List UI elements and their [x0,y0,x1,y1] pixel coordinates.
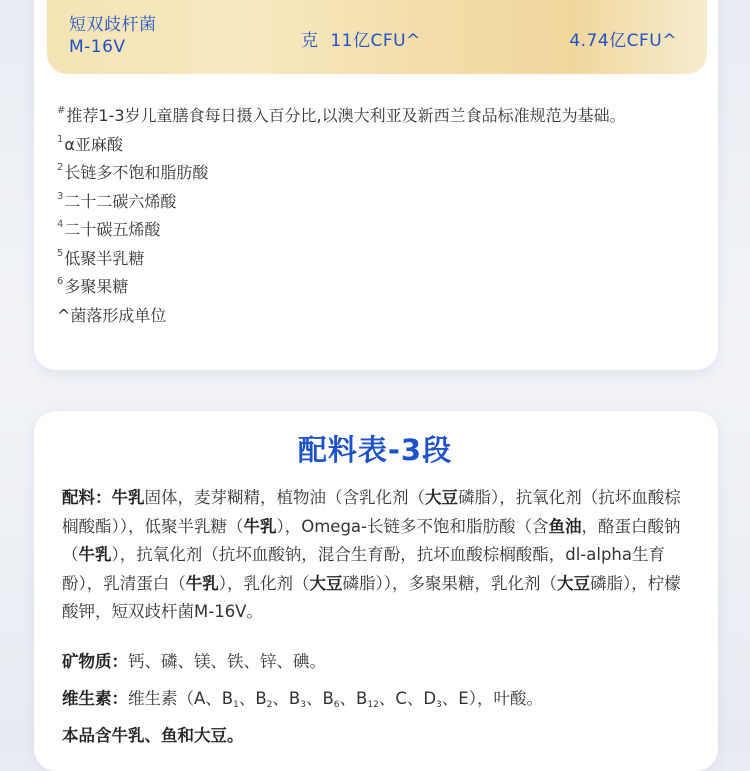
probiotic-value: 4.74亿CFU^ [569,31,677,51]
vitamin-run: 、B [305,689,334,708]
vitamin-subscript: 3 [436,700,442,710]
vitamin-subscript: 6 [333,700,340,710]
allergen-text: 本品含牛乳、鱼和大豆。 [62,726,244,745]
vitamin-subscript: 2 [266,700,273,710]
vitamin-run: 、B [272,689,301,708]
allergen-term: 大豆 [557,573,590,593]
allergen-term: 牛乳 [185,573,219,593]
ingredient-title: 配料表-3段 [297,433,453,467]
ingredient-run: 磷脂），柠檬酸钾，短双歧杆菌M-16V。 [62,573,681,622]
ingredient-run: 磷脂）），多聚果糖，乳化剂（ [342,573,557,593]
footnote: 2 长链多不饱和脂肪酸 [57,162,209,182]
footnote: ^菌落形成单位 [57,305,167,325]
vitamin-run: 、B [339,689,368,708]
allergen-term: 鱼油 [548,516,582,536]
vitamin-subscript: 12 [367,700,379,710]
footnote: 3 二十二碳六烯酸 [57,190,177,211]
vitamin-subscript: 3 [300,700,306,710]
vitamin-run: 、B [238,689,267,708]
probiotic-name: 短双歧杆菌 M-16V [69,15,157,57]
minerals-text: 钙、磷、镁、铁、锌、碘。 [128,652,326,671]
ingredient-run: ），Omega-长链多不饱和脂肪酸（含 [276,516,549,536]
ingredient-run: 固体，麦芽糊精，植物油（含乳化剂（ [144,488,425,507]
vitamin-run: 、C、D [378,689,437,708]
footnotes [57,102,707,330]
vitamins-line [62,685,543,710]
allergen-term: 牛乳 [78,545,112,565]
ingredient-run: 磷脂），抗氧化剂（抗坏血酸棕榈酸酯）），低聚半乳糖（ [62,488,681,536]
footnote: 4 二十碳五烯酸 [57,219,161,239]
footnote: # 推荐1-3岁儿童膳食每日摄入百分比,以澳大利亚及新西兰食品标准规范为基础。 [57,105,626,125]
vitamins-text [233,689,543,708]
footnote: 5 低聚半乳糖 [57,247,145,268]
minerals-line [62,648,326,672]
vitamins-prefix: 维生素（A、B [128,689,234,708]
ingredients-text [62,488,681,621]
allergen-term: 大豆 [309,573,343,593]
allergen-term: 牛乳 [111,488,145,507]
allergen-term: 牛乳 [243,516,277,536]
allergen-line [62,722,244,746]
probiotic-row [47,0,707,74]
minerals-label: 矿物质： [62,652,128,671]
footnote: 1 α亚麻酸 [57,133,123,154]
allergen-term: 大豆 [425,488,458,507]
vitamin-run: 、E），叶酸。 [441,689,543,708]
ingredient-run: ，酪蛋白酸钠（ [62,516,681,565]
footnote: 6 多聚果糖 [57,276,129,296]
ingredient-run: ），乳化剂（ [218,573,310,593]
ingredients-paragraph [62,484,694,627]
probiotic-per-unit: 克 11亿CFU^ [301,31,421,51]
ingredient-run: ），抗氧化剂（抗坏血酸钠，混合生育酚，抗坏血酸棕榈酸酯，dl-alpha生育酚），乳清蛋白（ [62,545,665,593]
vitamins-label: 维生素： [62,689,128,708]
ingredients-label: 配料： [62,488,112,507]
vitamin-subscript: 1 [233,700,239,710]
